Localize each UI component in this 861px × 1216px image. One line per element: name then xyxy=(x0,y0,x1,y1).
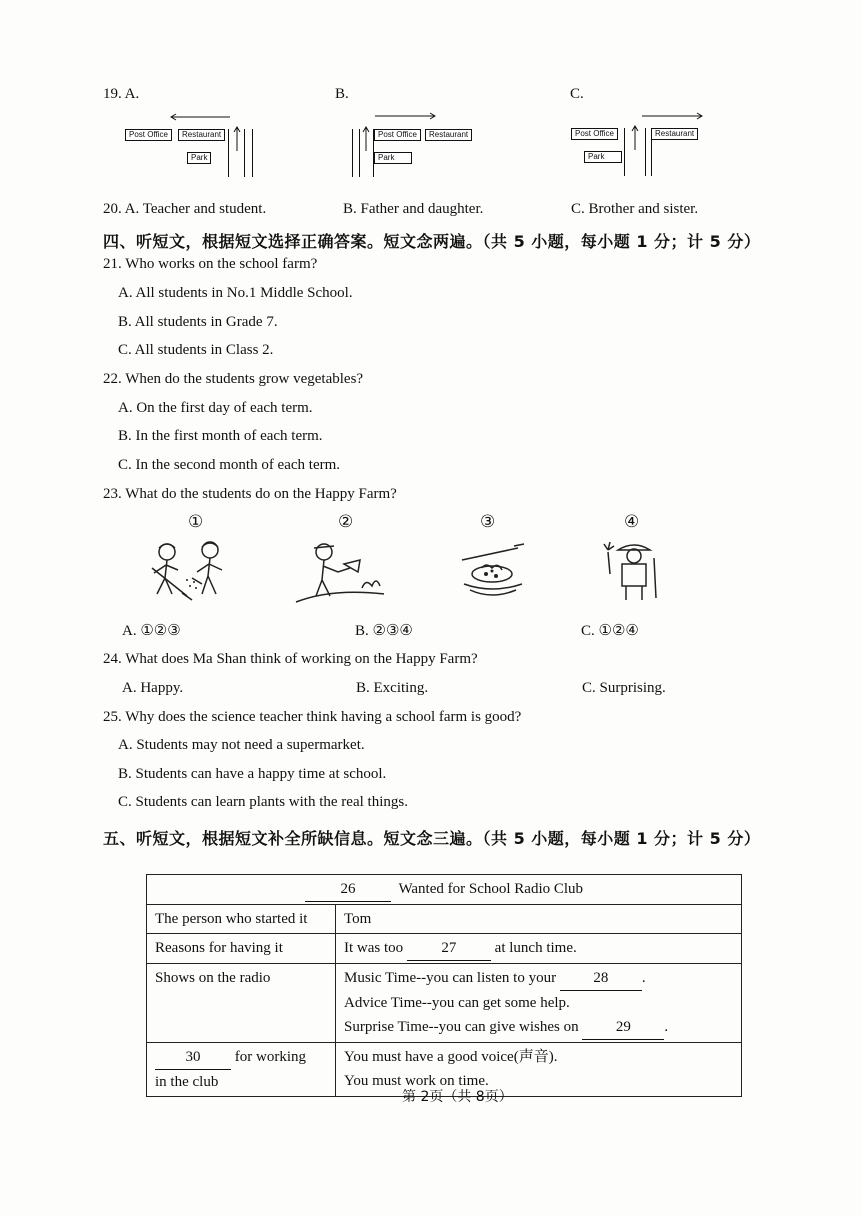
row-label: Reasons for having it xyxy=(147,934,336,964)
map-c-road-line xyxy=(645,128,646,176)
map-b-road-line xyxy=(359,129,360,177)
map-a-park: Park xyxy=(187,152,211,164)
q25-option-a: A. Students may not need a supermarket. xyxy=(118,737,365,753)
surprise-time-text: Surprise Time--you can give wishes on xyxy=(344,1019,579,1035)
table-row xyxy=(147,964,742,1043)
row4-label-text: for working xyxy=(234,1049,306,1065)
q22-option-b: B. In the first month of each term. xyxy=(118,428,323,444)
section-5-heading: 五、听短文，根据短文补全所缺信息。短文念三遍。（共 5 小题，每小题 1 分；计 5 分） xyxy=(103,829,761,848)
q20-option-a: 20. A. Teacher and student. xyxy=(103,201,267,217)
blank-29[interactable]: 29 xyxy=(582,1015,664,1040)
map-c-restaurant: Restaurant xyxy=(651,128,698,140)
arrow-up-icon xyxy=(361,124,371,152)
table-title-cell xyxy=(147,875,742,905)
map-c-post-office: Post Office xyxy=(571,128,618,140)
q23-pic-number-2: ② xyxy=(338,512,354,531)
q25-stem: 25. Why does the science teacher think having a school farm is good? xyxy=(103,709,522,725)
farmer-picture xyxy=(600,538,670,604)
q25-option-c: C. Students can learn plants with the real things. xyxy=(118,794,408,810)
advice-time-text: Advice Time--you can get some help. xyxy=(344,995,570,1011)
row2-text-before: It was too xyxy=(344,940,404,956)
music-time-period: . xyxy=(641,970,646,986)
requirement-on-time: You must work on time. xyxy=(344,1073,489,1089)
arrow-right-icon xyxy=(640,111,706,121)
row-label: Shows on the radio xyxy=(147,964,336,1043)
q20-option-b: B. Father and daughter. xyxy=(343,201,484,217)
arrow-right-icon xyxy=(373,111,439,121)
q23-stem: 23. What do the students do on the Happy Farm? xyxy=(103,486,397,502)
q25-option-b: B. Students can have a happy time at school. xyxy=(118,766,387,782)
map-b-road-line xyxy=(352,129,353,177)
surprise-time-period: . xyxy=(664,1019,669,1035)
map-c-park: Park xyxy=(584,151,622,163)
row-value xyxy=(336,964,742,1043)
row-value xyxy=(336,934,742,964)
q24-option-c: C. Surprising. xyxy=(582,680,666,696)
q23-pic-number-3: ③ xyxy=(480,512,496,531)
map-a-road-line xyxy=(244,129,245,177)
radio-club-table xyxy=(146,874,742,1097)
table-row xyxy=(147,905,742,934)
map-b-restaurant: Restaurant xyxy=(425,129,472,141)
arrow-left-icon xyxy=(168,112,232,122)
q20-option-c: C. Brother and sister. xyxy=(571,201,699,217)
arrow-up-icon xyxy=(232,124,242,152)
page-number-footer: 第 2页（共 8页） xyxy=(402,1089,513,1105)
map-a-road-line xyxy=(228,129,229,177)
q21-option-c: C. All students in Class 2. xyxy=(118,342,274,358)
map-a-road-line xyxy=(252,129,253,177)
q21-stem: 21. Who works on the school farm? xyxy=(103,256,318,272)
q24-option-a: A. Happy. xyxy=(122,680,184,696)
map-c-road-line xyxy=(624,128,625,176)
q22-option-c: C. In the second month of each term. xyxy=(118,457,341,473)
blank-30[interactable]: 30 xyxy=(155,1045,231,1070)
map-b-post-office: Post Office xyxy=(374,129,421,141)
q22-option-a: A. On the first day of each term. xyxy=(118,400,313,416)
map-a-post-office: Post Office xyxy=(125,129,172,141)
kids-sweeping-picture xyxy=(142,538,237,604)
table-row xyxy=(147,875,742,905)
watering-plants-picture xyxy=(292,538,387,604)
map-b-park: Park xyxy=(374,152,412,164)
row-label: The person who started it xyxy=(147,905,336,934)
blank-28[interactable]: 28 xyxy=(560,966,642,991)
q23-pic-number-1: ① xyxy=(188,512,204,531)
q19-option-b-label: B. xyxy=(335,86,349,102)
cooking-picture xyxy=(452,540,532,602)
requirement-voice: You must have a good voice(声音). xyxy=(344,1049,558,1065)
q24-option-b: B. Exciting. xyxy=(356,680,429,696)
q23-option-c: C. ①②④ xyxy=(581,623,639,639)
q21-option-a: A. All students in No.1 Middle School. xyxy=(118,285,353,301)
q19-option-a-label: 19. A. xyxy=(103,86,140,102)
q24-stem: 24. What does Ma Shan think of working on the Happy Farm? xyxy=(103,651,478,667)
table-title: Wanted for School Radio Club xyxy=(398,881,584,897)
q23-option-b: B. ②③④ xyxy=(355,623,413,639)
row-value xyxy=(336,1043,742,1097)
blank-26[interactable]: 26 xyxy=(305,877,391,902)
q19-option-c-label: C. xyxy=(570,86,584,102)
q21-option-b: B. All students in Grade 7. xyxy=(118,314,278,330)
section-4-heading: 四、听短文，根据短文选择正确答案。短文念两遍。（共 5 小题，每小题 1 分；计 5 分） xyxy=(103,232,761,251)
arrow-up-icon xyxy=(630,123,640,151)
q23-pic-number-4: ④ xyxy=(624,512,640,531)
row4-label-line2: in the club xyxy=(155,1074,219,1090)
q23-option-a: A. ①②③ xyxy=(122,623,181,639)
map-a-restaurant: Restaurant xyxy=(178,129,225,141)
row-value: Tom xyxy=(336,905,742,934)
row-label xyxy=(147,1043,336,1097)
table-row xyxy=(147,934,742,964)
row2-text-after: at lunch time. xyxy=(494,940,577,956)
q22-stem: 22. When do the students grow vegetables? xyxy=(103,371,364,387)
music-time-text: Music Time--you can listen to your xyxy=(344,970,557,986)
blank-27[interactable]: 27 xyxy=(407,936,491,961)
